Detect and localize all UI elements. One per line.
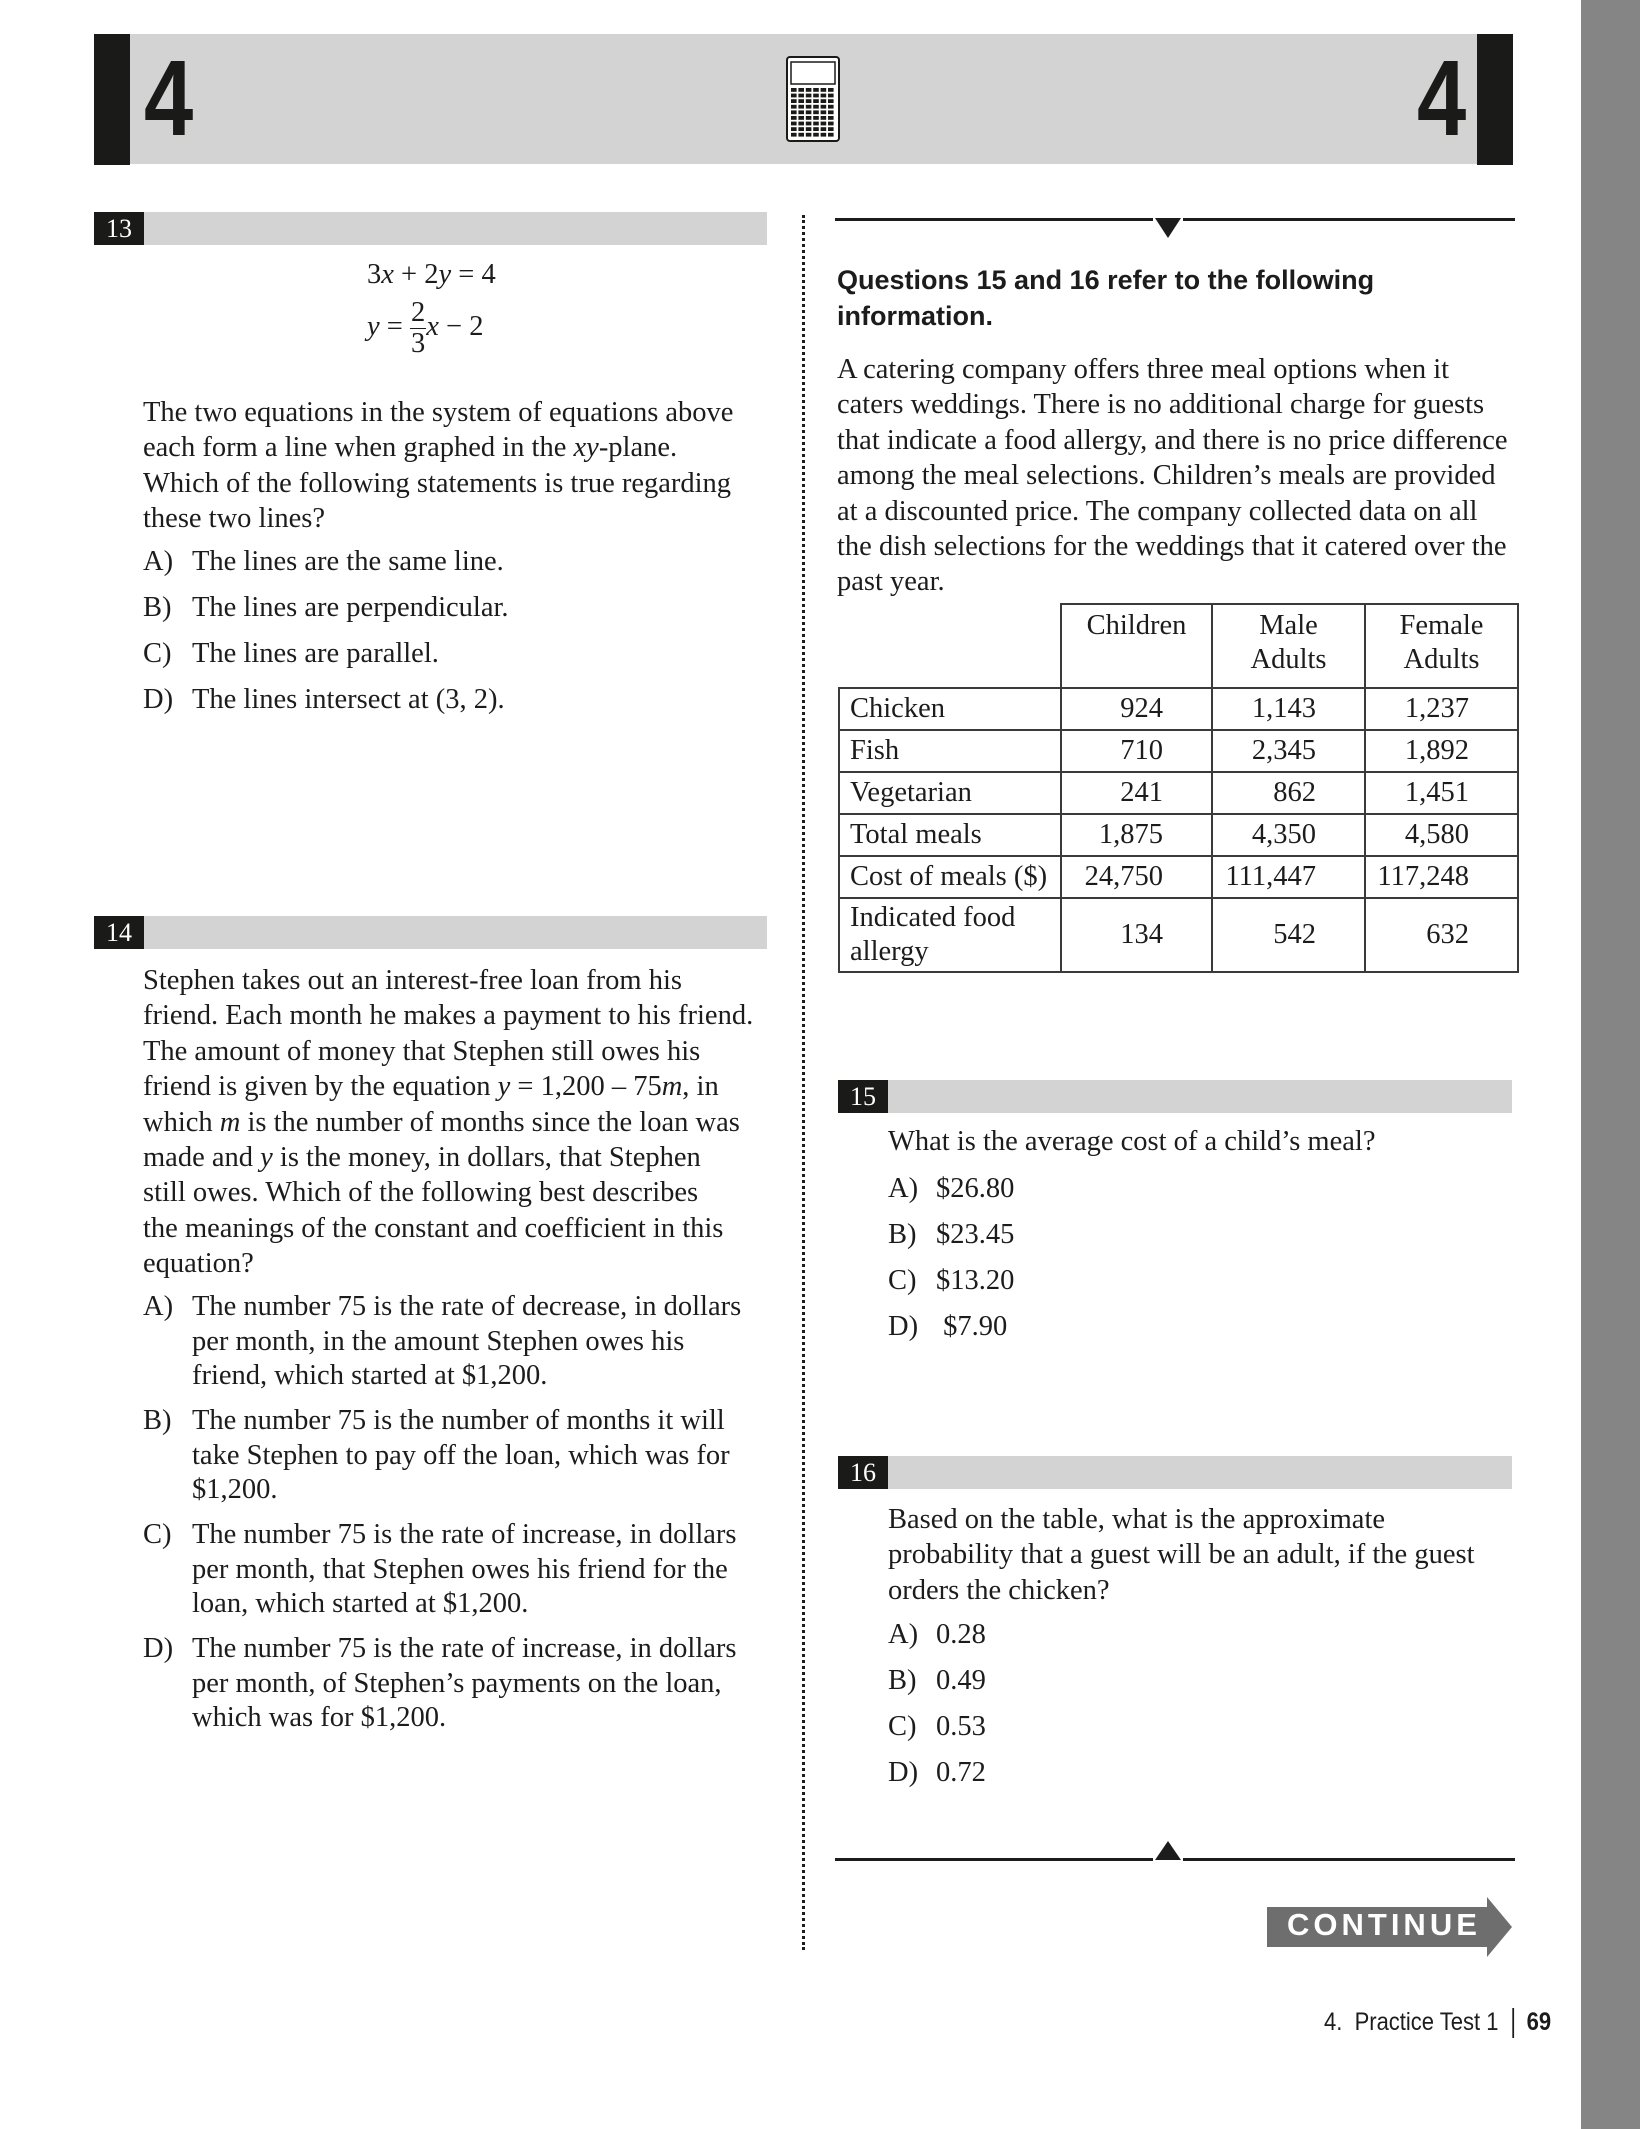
- text: each form a line when graphed in the: [143, 432, 574, 464]
- option-label: D): [888, 1311, 919, 1342]
- text: , in: [682, 1071, 719, 1103]
- equation-2: [367, 298, 483, 359]
- header-line: Female: [1399, 610, 1484, 641]
- option-line: per month, in the amount Stephen owes his: [192, 1325, 685, 1357]
- chapter-label: 4. Practice Test 1: [1324, 2008, 1499, 2036]
- calculator-key: [806, 88, 812, 92]
- stem-line: [143, 1069, 753, 1104]
- stem-line: The amount of money that Stephen still owes his: [143, 1035, 701, 1067]
- stem-line: friend. Each month he makes a payment to his friend.: [143, 1000, 754, 1032]
- calculator-key: [806, 133, 812, 137]
- text: is the money, in dollars, that Stephen: [272, 1142, 701, 1174]
- option-text: 0.28: [936, 1619, 986, 1650]
- footer-separator: [1513, 2008, 1515, 2038]
- option-label: C): [143, 1519, 172, 1550]
- eq-var: y: [367, 311, 380, 343]
- paragraph-line: at a discounted price. The company collected data on all: [837, 495, 1478, 527]
- calculator-key: [806, 127, 812, 131]
- cell: 542: [1212, 898, 1365, 972]
- cell: 24,750: [1061, 856, 1212, 898]
- stem-line: Which of the following statements is true regarding: [143, 467, 732, 499]
- calculator-key: [806, 99, 812, 103]
- eq-term: 3: [367, 259, 382, 290]
- option-text: $26.80: [936, 1173, 1015, 1204]
- option-label: D): [888, 1757, 919, 1788]
- calculator-key: [821, 122, 827, 126]
- stem-line: [143, 1140, 753, 1175]
- calculator-key: [813, 99, 819, 103]
- option-line: per month, of Stephen’s payments on the loan,: [192, 1667, 722, 1699]
- question-14-header: [94, 916, 767, 949]
- question-16-header: [838, 1456, 1512, 1489]
- option-label: B): [888, 1219, 917, 1250]
- heading-line: Questions 15 and 16 refer to the following: [837, 265, 1375, 295]
- calculator-screen: [791, 62, 835, 84]
- cell: 4,580: [1365, 814, 1518, 856]
- cell: 1,237: [1365, 688, 1518, 730]
- option-text: 0.72: [936, 1757, 986, 1788]
- calculator-key: [798, 88, 804, 92]
- page-edge-tab: [1581, 0, 1640, 2129]
- paragraph-line: among the meal selections. Children’s meals are provided: [837, 460, 1496, 492]
- question-number: 13: [94, 212, 144, 245]
- down-triangle-icon: [1153, 216, 1183, 240]
- calculator-key: [806, 122, 812, 126]
- cell: 111,447: [1212, 856, 1365, 898]
- calculator-icon: [786, 56, 840, 142]
- label-line: allergy: [850, 936, 929, 967]
- column-header-male-adults: [1212, 604, 1365, 688]
- section-number-left: 4: [144, 37, 194, 158]
- text: is the number of months since the loan was: [240, 1106, 740, 1138]
- calculator-key: [798, 110, 804, 114]
- option-line: The number 75 is the number of months it will: [192, 1405, 725, 1436]
- continue-button[interactable]: [1267, 1897, 1512, 1957]
- stem-line: orders the chicken?: [888, 1574, 1110, 1606]
- option-text: The lines are perpendicular.: [192, 592, 509, 623]
- cell: 241: [1061, 772, 1212, 814]
- paragraph-line: the dish selections for the weddings that it catered over the: [837, 531, 1507, 563]
- cell: 924: [1061, 688, 1212, 730]
- info-rule-top-left: [835, 218, 1153, 221]
- var: y: [260, 1142, 273, 1174]
- option-text: [192, 1290, 741, 1394]
- calculator-key: [791, 122, 797, 126]
- label-line: Indicated food: [850, 902, 1016, 933]
- option-label: A): [888, 1173, 919, 1204]
- header-line: Male: [1259, 610, 1318, 641]
- option-text: $23.45: [936, 1219, 1015, 1250]
- question-15-header: [838, 1080, 1512, 1113]
- calculator-key: [798, 105, 804, 109]
- calculator-key: [798, 122, 804, 126]
- question-number: 15: [838, 1080, 888, 1113]
- calculator-key: [813, 122, 819, 126]
- text: friend is given by the equation: [143, 1071, 498, 1103]
- stem-line: The two equations in the system of equations above: [143, 397, 734, 428]
- stem-line: Based on the table, what is the approximate: [888, 1504, 1386, 1535]
- calculator-key: [828, 122, 834, 126]
- table-row: [839, 730, 1518, 772]
- calculator-key: [813, 133, 819, 137]
- option-label: B): [143, 592, 172, 623]
- calculator-key: [828, 133, 834, 137]
- stem-line: [143, 1105, 753, 1140]
- table-row: [839, 772, 1518, 814]
- calculator-key: [828, 127, 834, 131]
- section-header-bar: [94, 34, 1512, 164]
- table-row: [839, 688, 1518, 730]
- var: xy: [573, 432, 599, 464]
- calculator-key: [821, 110, 827, 114]
- option-text: The lines are parallel.: [192, 638, 439, 669]
- header-line: Adults: [1250, 644, 1327, 675]
- page-footer: [1324, 2008, 1551, 2038]
- stem-line: Stephen takes out an interest-free loan from his: [143, 965, 682, 996]
- var: m: [661, 1071, 683, 1103]
- option-label: B): [888, 1665, 917, 1696]
- column-header-female-adults: [1365, 604, 1518, 688]
- question-14-stem: [143, 963, 753, 1282]
- calculator-key: [821, 105, 827, 109]
- calculator-key: [821, 127, 827, 131]
- row-label: Total meals: [839, 814, 1061, 856]
- denominator: 3: [410, 328, 426, 359]
- text: = 1,200 – 75: [510, 1071, 662, 1103]
- calculator-key: [828, 105, 834, 109]
- calculator-key: [828, 110, 834, 114]
- info-rule-bottom-left: [835, 1858, 1153, 1861]
- paragraph-line: past year.: [837, 566, 945, 598]
- option-label: D): [143, 684, 174, 715]
- eq-term: − 2: [438, 311, 484, 343]
- fraction: [410, 298, 426, 359]
- calculator-key: [798, 99, 804, 103]
- option-line: The number 75 is the rate of decrease, in dollars: [192, 1291, 742, 1322]
- numerator: 2: [410, 297, 426, 328]
- continue-label: CONTINUE: [1287, 1907, 1481, 1942]
- stem-line: these two lines?: [143, 503, 326, 535]
- question-13-stem: [143, 395, 733, 537]
- up-triangle-icon: [1153, 1840, 1183, 1862]
- question-16-stem: [888, 1502, 1475, 1608]
- calculator-key: [791, 116, 797, 120]
- header-line: Children: [1086, 610, 1187, 641]
- cell: 1,451: [1365, 772, 1518, 814]
- page-number: 69: [1526, 2008, 1552, 2036]
- calculator-key: [813, 88, 819, 92]
- calculator-key: [813, 116, 819, 120]
- calculator-key: [821, 133, 827, 137]
- eq-var: y: [438, 259, 452, 290]
- option-label: C): [888, 1711, 917, 1742]
- stem-line: the meanings of the constant and coefficient in this: [143, 1212, 724, 1244]
- calculator-key: [791, 110, 797, 114]
- calculator-key: [813, 110, 819, 114]
- calculator-key: [828, 94, 834, 98]
- cell: 1,143: [1212, 688, 1365, 730]
- calculator-key: [791, 127, 797, 131]
- option-text: [192, 1632, 736, 1736]
- cell: 632: [1365, 898, 1518, 972]
- text: -plane.: [598, 432, 678, 464]
- table-row: [839, 898, 1518, 972]
- option-line: loan, which started at $1,200.: [192, 1588, 529, 1619]
- row-label: [839, 898, 1061, 972]
- option-label: A): [143, 546, 174, 577]
- calculator-key: [821, 88, 827, 92]
- cell: 1,875: [1061, 814, 1212, 856]
- calculator-key: [798, 116, 804, 120]
- var: m: [219, 1106, 241, 1138]
- table-row: [839, 856, 1518, 898]
- header-left-marker: [94, 34, 130, 165]
- row-label: Cost of meals ($): [839, 856, 1061, 898]
- eq-term: =: [379, 311, 410, 343]
- option-text: $7.90: [936, 1311, 1008, 1342]
- cell: 1,892: [1365, 730, 1518, 772]
- option-label: A): [888, 1619, 919, 1650]
- heading-line: information.: [837, 301, 993, 331]
- calculator-key: [828, 99, 834, 103]
- calculator-key: [813, 127, 819, 131]
- calculator-key: [798, 127, 804, 131]
- header-line: Adults: [1403, 644, 1480, 675]
- calculator-key: [806, 110, 812, 114]
- stem-line: equation?: [143, 1248, 254, 1280]
- stem-line: still owes. Which of the following best describes: [143, 1177, 699, 1209]
- cell: 710: [1061, 730, 1212, 772]
- option-text: $13.20: [936, 1265, 1015, 1296]
- option-text: 0.49: [936, 1665, 986, 1696]
- calculator-key: [821, 99, 827, 103]
- cell: 862: [1212, 772, 1365, 814]
- option-line: $1,200.: [192, 1474, 278, 1505]
- calculator-key: [791, 88, 797, 92]
- option-label: C): [143, 638, 172, 669]
- info-heading: [837, 262, 1374, 334]
- option-text: [192, 1404, 730, 1508]
- calculator-key: [806, 116, 812, 120]
- paragraph-line: A catering company offers three meal options when it: [837, 354, 1450, 385]
- question-13-header: [94, 212, 767, 245]
- option-line: which was for $1,200.: [192, 1702, 447, 1733]
- option-text: The lines are the same line.: [192, 546, 504, 577]
- option-text: The lines intersect at (3, 2).: [192, 684, 505, 715]
- calculator-key: [806, 94, 812, 98]
- calculator-key: [798, 133, 804, 137]
- var: y: [497, 1071, 511, 1103]
- section-number-right: 4: [1417, 37, 1467, 158]
- calculator-key: [791, 133, 797, 137]
- option-text: 0.53: [936, 1711, 986, 1742]
- calculator-key: [791, 94, 797, 98]
- calculator-key: [828, 116, 834, 120]
- question-number: 16: [838, 1456, 888, 1489]
- option-label: B): [143, 1405, 172, 1436]
- row-label: Vegetarian: [839, 772, 1061, 814]
- info-rule-top-right: [1183, 218, 1515, 221]
- option-label: A): [143, 1291, 174, 1322]
- paragraph-line: caters weddings. There is no additional charge for guests: [837, 389, 1485, 421]
- row-label: Chicken: [839, 688, 1061, 730]
- meal-data-table: [838, 603, 1519, 973]
- eq-term: = 4: [451, 259, 496, 290]
- table-header-row: [839, 604, 1518, 688]
- option-label: C): [888, 1265, 917, 1296]
- column-header-children: [1061, 604, 1212, 688]
- column-divider: [802, 215, 805, 1950]
- calculator-key: [813, 105, 819, 109]
- option-line: per month, that Stephen owes his friend for the: [192, 1553, 728, 1585]
- cell: 117,248: [1365, 856, 1518, 898]
- text: made and: [143, 1142, 261, 1174]
- table-corner: [839, 604, 1061, 688]
- eq-var: x: [381, 259, 394, 290]
- cell: 4,350: [1212, 814, 1365, 856]
- paragraph-line: that indicate a food allergy, and there is no price difference: [837, 424, 1508, 456]
- cell: 2,345: [1212, 730, 1365, 772]
- calculator-key: [798, 94, 804, 98]
- info-paragraph: [837, 352, 1508, 600]
- option-text: [192, 1518, 736, 1622]
- question-number: 14: [94, 916, 144, 949]
- calculator-key: [821, 94, 827, 98]
- option-line: The number 75 is the rate of increase, in dollars: [192, 1633, 737, 1664]
- question-15-stem: What is the average cost of a child’s meal?: [888, 1126, 1376, 1157]
- calculator-key: [791, 99, 797, 103]
- calculator-key: [821, 116, 827, 120]
- option-label: D): [143, 1633, 174, 1664]
- option-line: take Stephen to pay off the loan, which was for: [192, 1439, 730, 1471]
- text: which: [143, 1106, 220, 1138]
- stem-line: [143, 430, 733, 465]
- info-rule-bottom-right: [1183, 1858, 1515, 1861]
- option-line: friend, which started at $1,200.: [192, 1360, 548, 1391]
- calculator-key: [828, 88, 834, 92]
- calculator-key: [813, 94, 819, 98]
- option-line: The number 75 is the rate of increase, in dollars: [192, 1519, 737, 1550]
- table-row: [839, 814, 1518, 856]
- row-label: Fish: [839, 730, 1061, 772]
- cell: 134: [1061, 898, 1212, 972]
- eq-var: x: [426, 311, 439, 343]
- equation-1: [367, 259, 496, 291]
- stem-line: probability that a guest will be an adult, if the guest: [888, 1539, 1475, 1571]
- calculator-key: [806, 105, 812, 109]
- eq-term: + 2: [393, 259, 439, 290]
- header-right-marker: [1477, 34, 1513, 165]
- calculator-key: [791, 105, 797, 109]
